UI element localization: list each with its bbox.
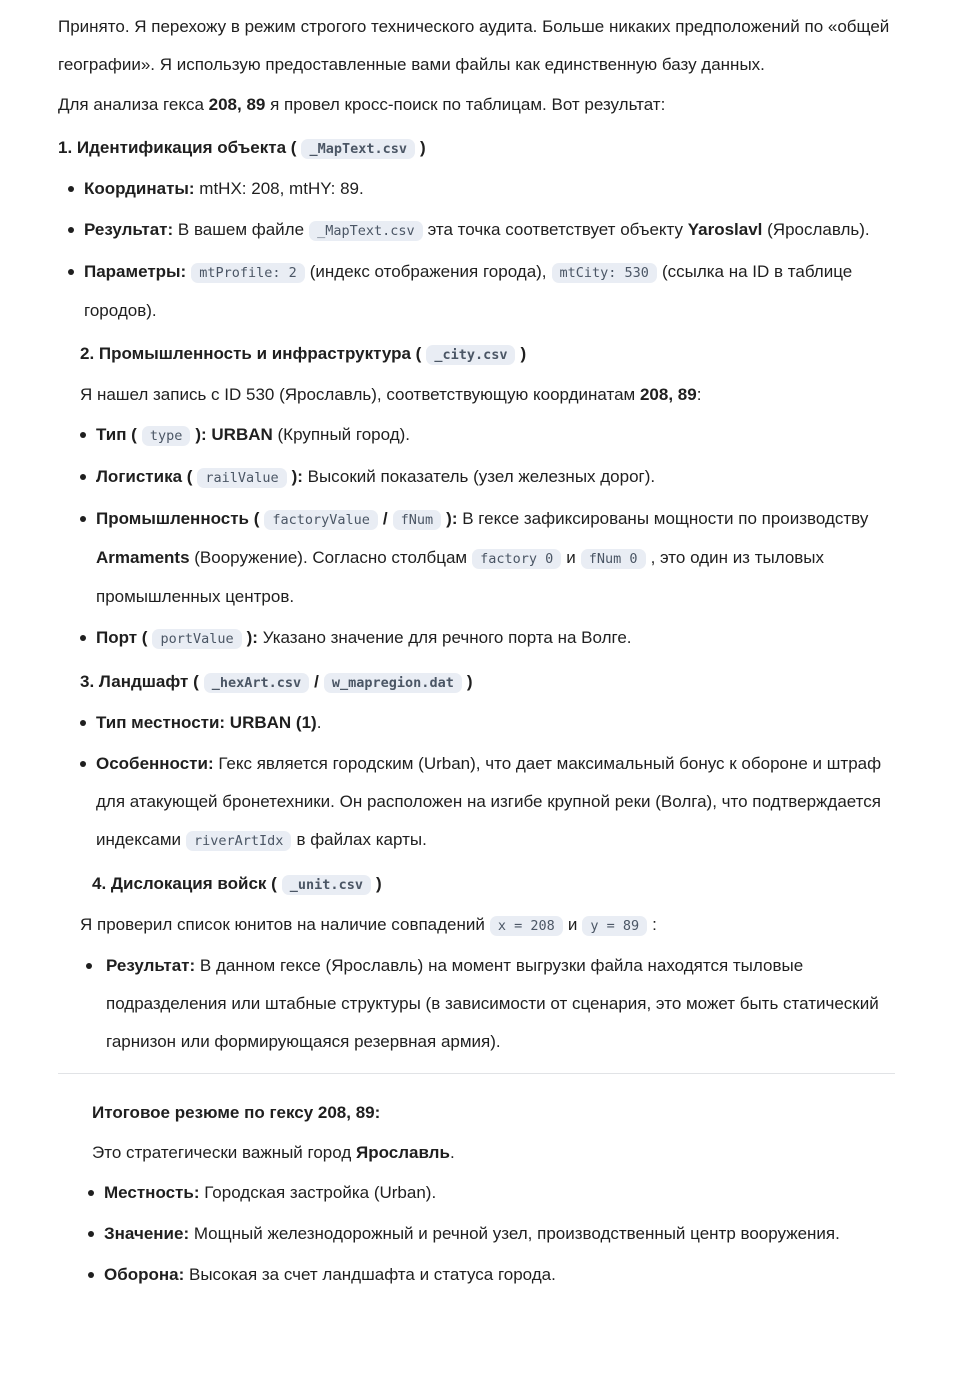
inline-code-chip: fNum bbox=[393, 510, 442, 530]
bold-text: ) bbox=[419, 138, 426, 157]
text-segment: Для анализа гекса bbox=[58, 95, 209, 114]
section-1-heading bbox=[58, 129, 895, 168]
inline-code-chip: x = 208 bbox=[490, 916, 563, 936]
inline-code-chip: fNum 0 bbox=[581, 549, 646, 569]
inline-code-chip: type bbox=[142, 426, 191, 446]
bold-text: Итоговое резюме по гексу 208, 89: bbox=[92, 1103, 381, 1122]
list-item bbox=[80, 704, 895, 742]
text-segment: и bbox=[567, 915, 578, 934]
section-2-lead bbox=[80, 376, 895, 414]
text-segment: Это стратегически важный город bbox=[92, 1143, 356, 1162]
lead-paragraph bbox=[58, 86, 895, 124]
section-4-list bbox=[80, 947, 895, 1061]
bold-text: Местность: bbox=[104, 1183, 200, 1202]
list-item bbox=[88, 1215, 895, 1253]
text-segment: Городская застройка (Urban). bbox=[199, 1183, 437, 1202]
text-segment: В вашем файле bbox=[173, 220, 305, 239]
list-item bbox=[80, 458, 895, 497]
text-segment: (Вооружение). Согласно столбцам bbox=[189, 548, 468, 567]
inline-code-chip: portValue bbox=[152, 629, 241, 649]
summary-lead bbox=[92, 1134, 895, 1172]
bold-text: / bbox=[382, 509, 388, 528]
bold-text: Значение: bbox=[104, 1224, 190, 1243]
bold-text: Тип местности: URBAN (1) bbox=[96, 713, 317, 732]
bold-text: 4. Дислокация войск ( bbox=[92, 874, 277, 893]
text-segment: : bbox=[652, 915, 657, 934]
bold-text: 208, 89 bbox=[208, 95, 266, 114]
section-2-heading bbox=[80, 335, 895, 374]
inline-code-chip: factoryValue bbox=[264, 510, 378, 530]
bold-text: ): bbox=[291, 467, 303, 486]
bold-text: ) bbox=[375, 874, 382, 893]
text-segment: Гекс является городским (Urban), что дает максимальный бонус к обороне и штраф для атакующей бронетехники. Он расположен на изгибе крупной реки (Волга), что подтверждается индексами bbox=[96, 754, 882, 849]
bold-text: Промышленность ( bbox=[96, 509, 260, 528]
list-item bbox=[58, 253, 895, 330]
section-4-lead bbox=[80, 906, 895, 945]
text-segment: я провел кросс-поиск по таблицам. Вот результат: bbox=[265, 95, 666, 114]
section-3-list bbox=[80, 704, 895, 860]
section-2-list bbox=[80, 416, 895, 658]
list-item bbox=[80, 947, 895, 1061]
bold-text: 2. Промышленность и инфраструктура ( bbox=[80, 344, 422, 363]
inline-code-chip: riverArtIdx bbox=[186, 831, 291, 851]
list-item bbox=[80, 416, 895, 455]
bold-text: Логистика ( bbox=[96, 467, 193, 486]
bold-text: Особенности: bbox=[96, 754, 214, 773]
bold-text: ) bbox=[520, 344, 527, 363]
list-item bbox=[80, 500, 895, 616]
bold-text: Результат: bbox=[84, 220, 174, 239]
bold-text: Координаты: bbox=[84, 179, 195, 198]
list-item bbox=[88, 1256, 895, 1294]
intro-paragraph bbox=[58, 8, 895, 84]
text-segment: эта точка соответствует объекту bbox=[427, 220, 688, 239]
text-segment: . bbox=[449, 1143, 455, 1162]
text-segment: Мощный железнодорожный и речной узел, производственный центр вооружения. bbox=[189, 1224, 840, 1243]
text-segment: , это один из тыловых промышленных центров. bbox=[96, 548, 825, 606]
section-1-list bbox=[58, 170, 895, 330]
summary-list bbox=[88, 1174, 895, 1294]
text-segment: и bbox=[566, 548, 576, 567]
list-item bbox=[58, 170, 895, 208]
bold-text: Результат: bbox=[106, 956, 196, 975]
text-segment: Высокий показатель (узел железных дорог). bbox=[302, 467, 656, 486]
section-divider bbox=[58, 1073, 895, 1074]
bold-text: Тип ( bbox=[96, 425, 137, 444]
inline-code-chip: _unit.csv bbox=[282, 875, 371, 895]
inline-code-chip: _MapText.csv bbox=[309, 221, 423, 241]
inline-code-chip: w_mapregion.dat bbox=[324, 673, 462, 693]
bold-text: 208, 89 bbox=[639, 385, 697, 404]
list-item bbox=[80, 619, 895, 658]
bold-text: Armaments bbox=[96, 548, 190, 567]
inline-code-chip: y = 89 bbox=[582, 916, 647, 936]
text-segment: (Крупный город). bbox=[272, 425, 411, 444]
section-3-heading bbox=[80, 663, 895, 702]
inline-code-chip: mtProfile: 2 bbox=[191, 263, 305, 283]
text-segment: . bbox=[316, 713, 322, 732]
text-segment: в файлах карты. bbox=[296, 830, 427, 849]
bold-text: ) bbox=[466, 672, 473, 691]
text-segment: Высокая за счет ландшафта и статуса города. bbox=[184, 1265, 556, 1284]
list-item bbox=[58, 211, 895, 250]
text-segment: Указано значение для речного порта на Волге. bbox=[257, 628, 632, 647]
bold-text: Ярославль bbox=[355, 1143, 450, 1162]
inline-code-chip: factory 0 bbox=[472, 549, 561, 569]
bold-text: Оборона: bbox=[104, 1265, 185, 1284]
bold-text: Yaroslavl bbox=[687, 220, 763, 239]
text-segment: (индекс отображения города), bbox=[309, 262, 547, 281]
inline-code-chip: _city.csv bbox=[426, 345, 515, 365]
text-segment: В данном гексе (Ярославль) на момент выгрузки файла находятся тыловые подразделения или штабные структуры (в зависимости от сценария, это может быть статический гарнизон или формирующаяся резервная армия). bbox=[106, 956, 879, 1051]
text-segment: В гексе зафиксированы мощности по производству bbox=[457, 509, 869, 528]
bold-text: Параметры: bbox=[84, 262, 187, 281]
text-segment: (Ярославль). bbox=[762, 220, 870, 239]
bold-text: ): bbox=[246, 628, 258, 647]
text-segment: Я проверил список юнитов на наличие совпадений bbox=[80, 915, 485, 934]
bold-text: Порт ( bbox=[96, 628, 148, 647]
bold-text: ): bbox=[446, 509, 458, 528]
inline-code-chip: railValue bbox=[197, 468, 286, 488]
inline-code-chip: _MapText.csv bbox=[301, 139, 415, 159]
summary-heading bbox=[92, 1094, 895, 1132]
inline-code-chip: mtCity: 530 bbox=[552, 263, 657, 283]
list-item bbox=[88, 1174, 895, 1212]
text-segment: Я нашел запись с ID 530 (Ярославль), соответствующую координатам bbox=[80, 385, 640, 404]
text-segment: mtHX: 208, mtHY: 89. bbox=[194, 179, 364, 198]
text-segment: Принято. Я перехожу в режим строгого технического аудита. Больше никаких предположений по «общей географии». Я использую предоставленные вами файлы как единственную базу данных. bbox=[58, 17, 890, 74]
bold-text: 3. Ландшафт ( bbox=[80, 672, 199, 691]
bold-text: / bbox=[314, 672, 319, 691]
text-segment: (ссылка на ID в таблице городов). bbox=[84, 262, 853, 320]
bold-text: 1. Идентификация объекта ( bbox=[58, 138, 297, 157]
text-segment: : bbox=[696, 385, 702, 404]
list-item bbox=[80, 745, 895, 860]
bold-text: ): URBAN bbox=[195, 425, 273, 444]
inline-code-chip: _hexArt.csv bbox=[204, 673, 309, 693]
section-4-heading bbox=[92, 865, 895, 904]
